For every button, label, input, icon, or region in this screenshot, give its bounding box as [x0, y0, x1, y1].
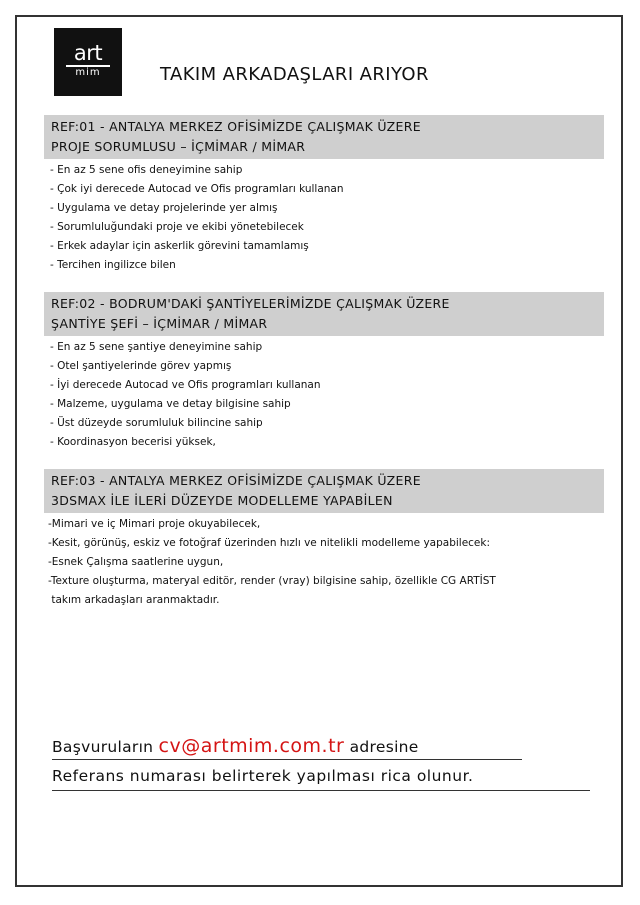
- requirement-item: - Sorumluluğundaki proje ve ekibi yönetebilecek: [50, 221, 304, 233]
- requirement-item: -Mimari ve iç Mimari proje okuyabilecek,: [48, 518, 261, 530]
- logo-text-bottom: mim: [75, 67, 101, 78]
- section-header: [44, 292, 604, 336]
- requirement-item: - En az 5 sene ofis deneyimine sahip: [50, 164, 243, 176]
- email-link[interactable]: cv@artmim.com.tr: [158, 735, 345, 757]
- requirement-list: [44, 338, 604, 452]
- section-heading-line1: REF:03 - ANTALYA MERKEZ OFİSİMİZDE ÇALIŞMAK ÜZERE: [51, 473, 421, 488]
- application-line: [52, 735, 419, 757]
- section-heading-line2: 3DSMAX İLE İLERİ DÜZEYDE MODELLEME YAPABİLEN: [51, 493, 393, 508]
- job-section-ref01: [44, 115, 604, 275]
- requirement-item: - Koordinasyon becerisi yüksek,: [50, 436, 216, 448]
- requirement-item: - Uygulama ve detay projelerinde yer almış: [50, 202, 278, 214]
- reference-note: Referans numarası belirterek yapılması rica olunur.: [52, 767, 474, 785]
- section-heading-line2: PROJE SORUMLUSU – İÇMİMAR / MİMAR: [51, 139, 306, 154]
- requirement-list: [44, 515, 604, 610]
- application-prefix: Başvuruların: [52, 738, 159, 756]
- section-heading-line2: ŞANTİYE ŞEFİ – İÇMİMAR / MİMAR: [51, 316, 268, 331]
- requirement-item: - Otel şantiyelerinde görev yapmış: [50, 360, 232, 372]
- requirement-item: - Malzeme, uygulama ve detay bilgisine sahip: [50, 398, 291, 410]
- requirement-item: -Texture oluşturma, materyal editör, render (vray) bilgisine sahip, özellikle CG ARTİST: [48, 575, 496, 587]
- contact-underline-2: [52, 790, 590, 791]
- job-section-ref03: [44, 469, 604, 610]
- requirement-item: - Erkek adaylar için askerlik görevini tamamlamış: [50, 240, 309, 252]
- requirement-item: -Kesit, görünüş, eskiz ve fotoğraf üzerinden hızlı ve nitelikli modelleme yapabilecek:: [48, 537, 490, 549]
- logo-text-top: art: [73, 41, 103, 65]
- section-header: [44, 115, 604, 159]
- requirement-item: - Çok iyi derecede Autocad ve Ofis programları kullanan: [50, 183, 344, 195]
- requirement-item: -Esnek Çalışma saatlerine uygun,: [48, 556, 224, 568]
- contact-underline-1: [52, 759, 522, 760]
- requirement-list: [44, 161, 604, 275]
- requirement-item: takım arkadaşları aranmaktadır.: [48, 594, 220, 606]
- requirement-item: - En az 5 sene şantiye deneyimine sahip: [50, 341, 263, 353]
- section-header: [44, 469, 604, 513]
- section-heading-line1: REF:01 - ANTALYA MERKEZ OFİSİMİZDE ÇALIŞMAK ÜZERE: [51, 119, 421, 134]
- application-suffix: adresine: [344, 738, 419, 756]
- requirement-item: - Tercihen ingilizce bilen: [50, 259, 176, 271]
- section-heading-line1: REF:02 - BODRUM'DAKİ ŞANTİYELERİMİZDE ÇALIŞMAK ÜZERE: [51, 296, 450, 311]
- requirement-item: - İyi derecede Autocad ve Ofis programları kullanan: [50, 379, 321, 391]
- artmim-logo: [54, 28, 122, 96]
- requirement-item: - Üst düzeyde sorumluluk bilincine sahip: [50, 417, 263, 429]
- page-title: TAKIM ARKADAŞLARI ARIYOR: [160, 64, 429, 85]
- job-section-ref02: [44, 292, 604, 452]
